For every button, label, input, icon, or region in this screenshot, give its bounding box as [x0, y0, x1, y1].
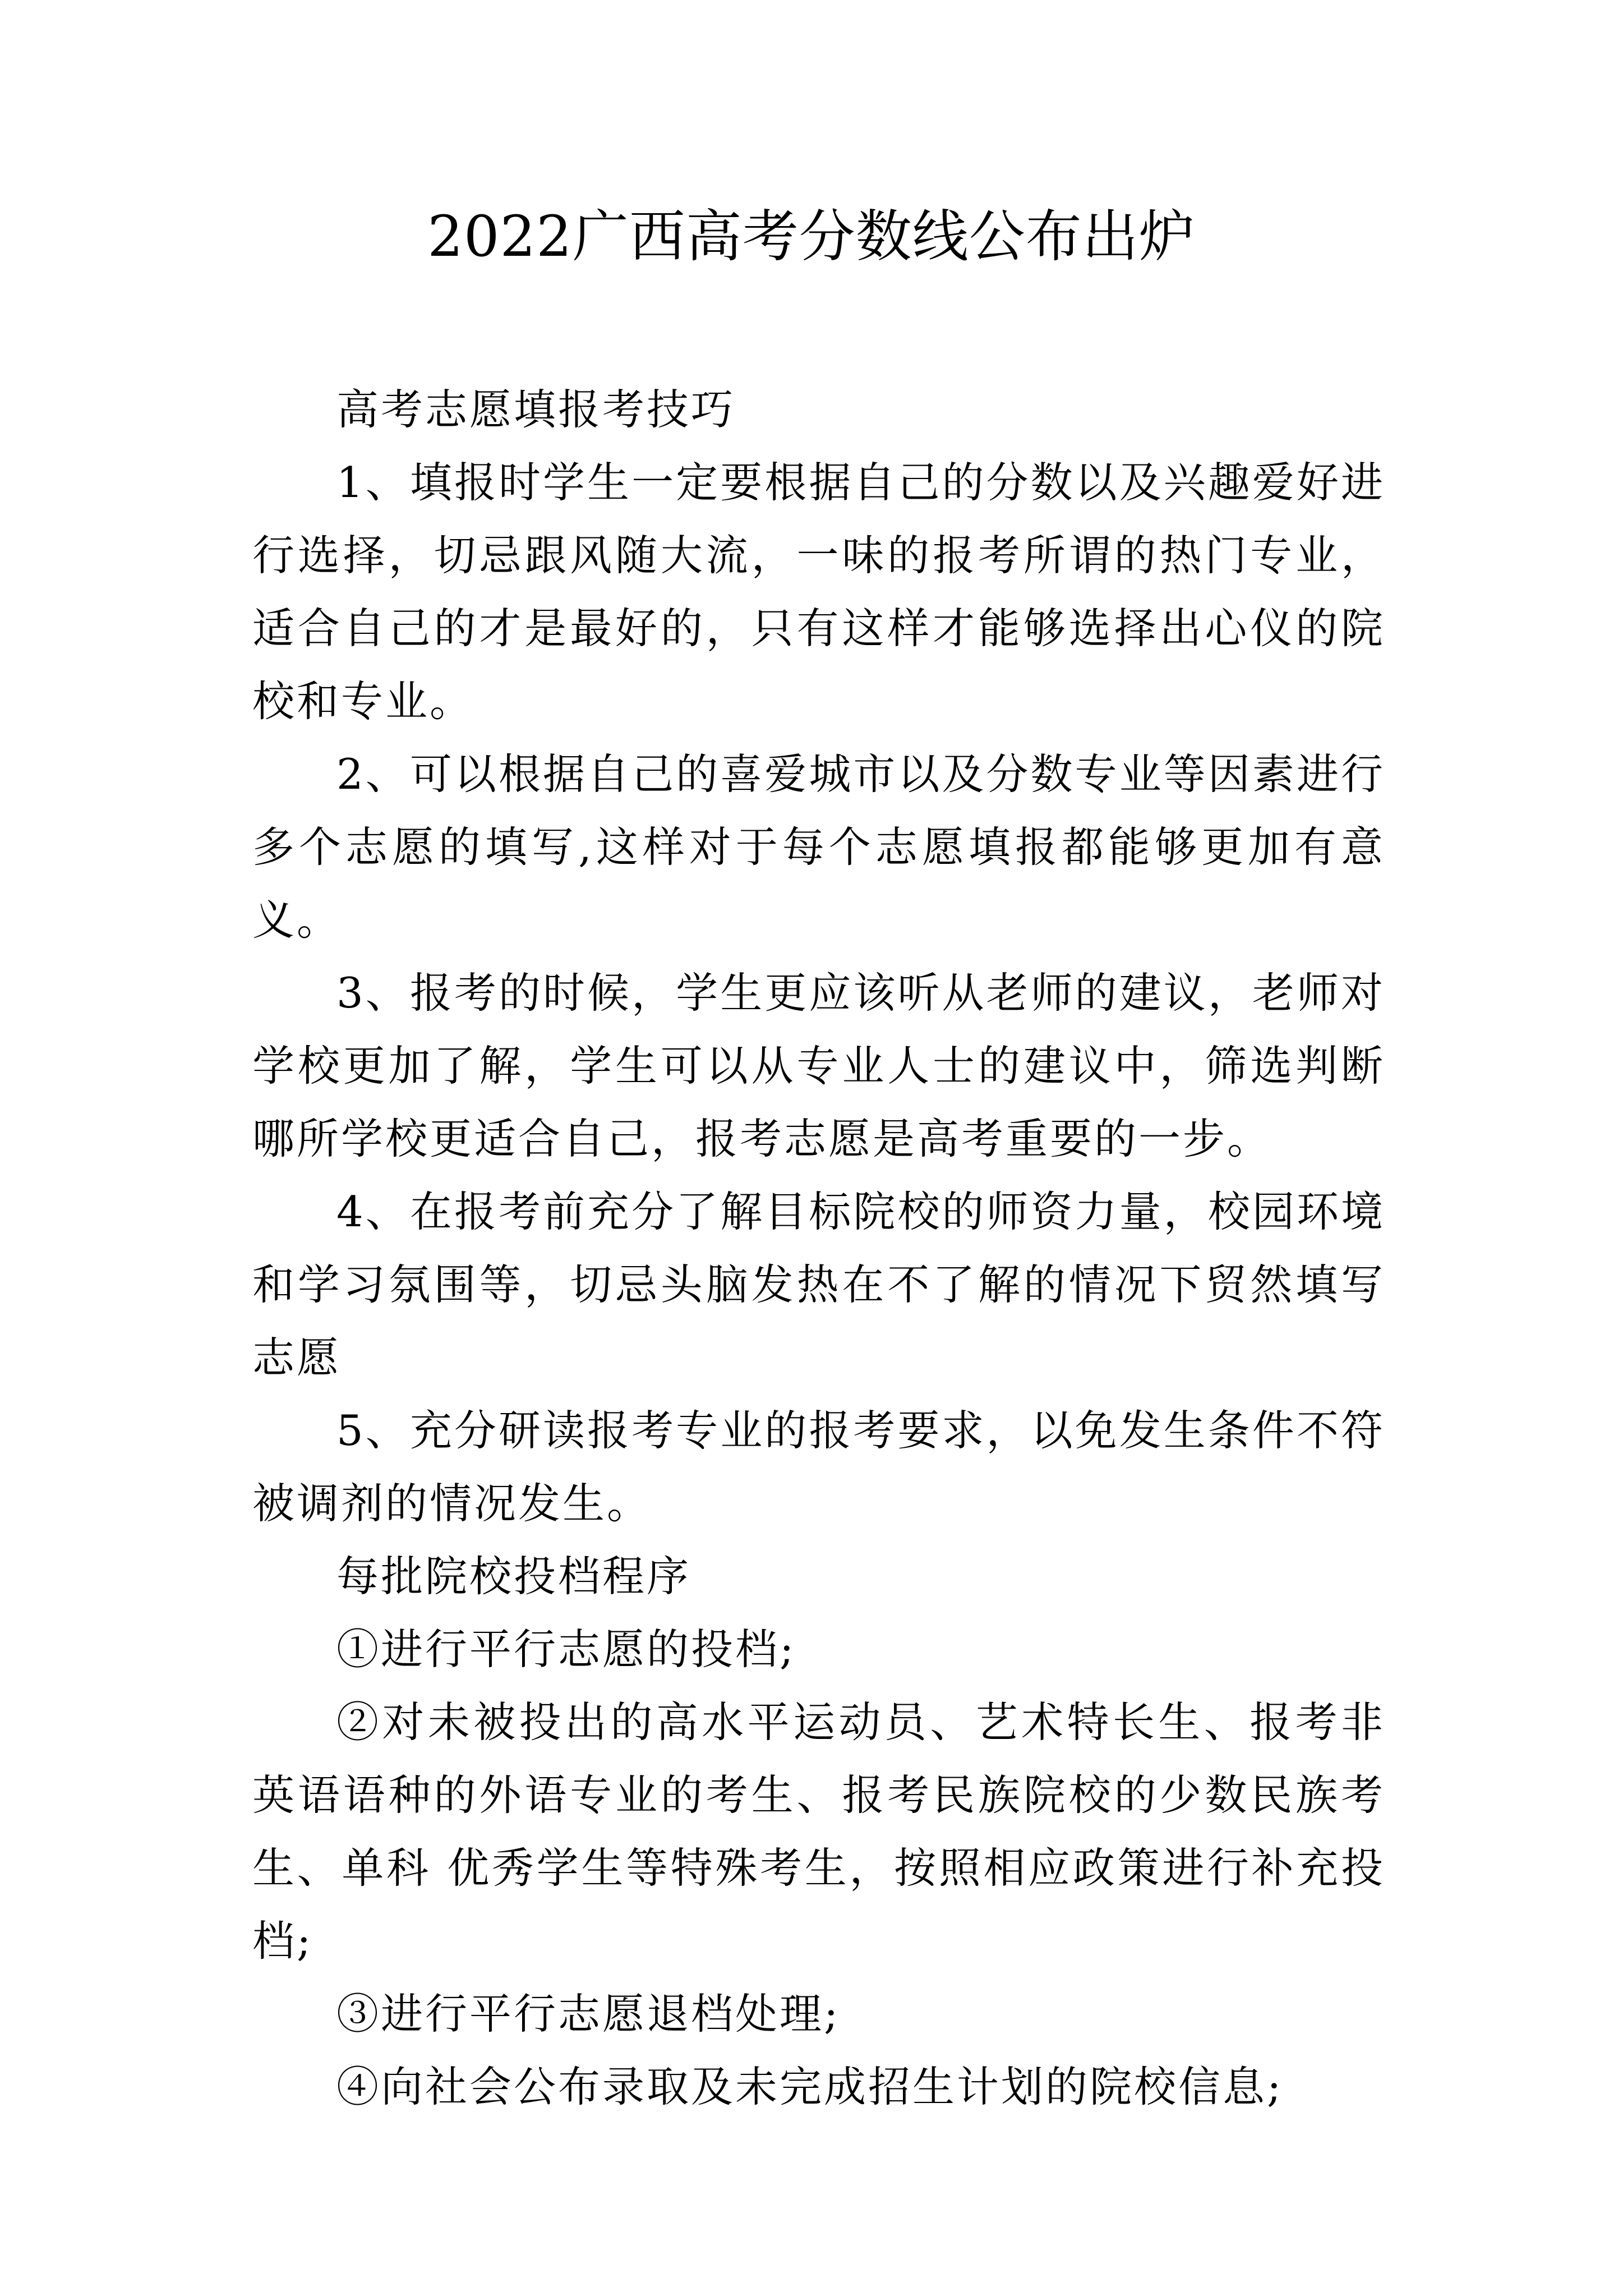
- section-heading-filing-procedure: 每批院校投档程序: [336, 1552, 691, 1601]
- section-heading-application-tips: 高考志愿填报考技巧: [336, 385, 736, 434]
- document-body: [252, 373, 1385, 2123]
- procedure-step-3: ③进行平行志愿退档处理;: [336, 1989, 841, 2039]
- procedure-step-2: ②对未被投出的高水平运动员、艺术特长生、报考非英语语种的外语专业的考生、报考民族院校的少数民族考生、单科 优秀学生等特殊考生，按照相应政策进行补充投档;: [252, 1697, 1385, 1966]
- procedure-step-4: ④向社会公布录取及未完成招生计划的院校信息;: [336, 2062, 1284, 2111]
- procedure-step-1: ①进行平行志愿的投档;: [336, 1625, 796, 1674]
- tip-paragraph-5: 5、充分研读报考专业的报考要求，以免发生条件不符被调剂的情况发生。: [252, 1406, 1385, 1528]
- tip-paragraph-3: 3、报考的时候，学生更应该听从老师的建议，老师对学校更加了解，学生可以从专业人士的建议中，筛选判断哪所学校更适合自己，报考志愿是高考重要的一步。: [252, 968, 1385, 1163]
- document-title: 2022广西高考分数线公布出炉: [427, 204, 1196, 269]
- tip-paragraph-2: 2、可以根据自己的喜爱城市以及分数专业等因素进行多个志愿的填写,这样对于每个志愿填报都能够更加有意义。: [252, 749, 1385, 945]
- tip-paragraph-1: 1、填报时学生一定要根据自己的分数以及兴趣爱好进行选择，切忌跟风随大流，一味的报考所谓的热门专业，适合自己的才是最好的，只有这样才能够选择出心仪的院校和专业。: [252, 458, 1385, 726]
- tip-paragraph-4: 4、在报考前充分了解目标院校的师资力量，校园环境和学习氛围等，切忌头脑发热在不了解的情况下贸然填写志愿: [252, 1187, 1385, 1382]
